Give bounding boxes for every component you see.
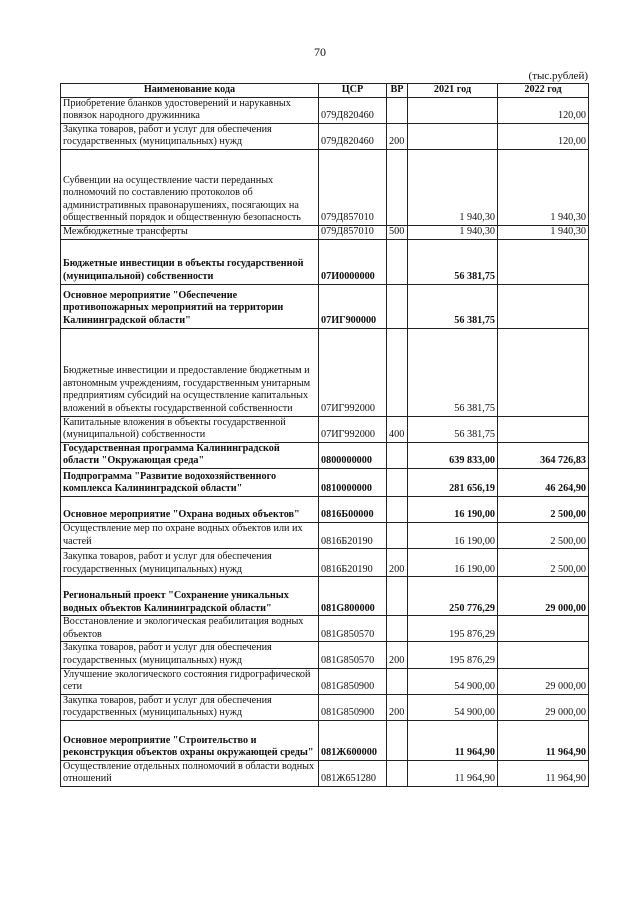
cell-2022: 1 940,30 (498, 225, 589, 239)
cell-2021: 16 190,00 (408, 496, 498, 522)
table-row (61, 416, 589, 442)
cell-csr: 0816Б00000 (319, 496, 387, 522)
table-row (61, 149, 589, 225)
cell-2022: 364 726,83 (498, 442, 589, 468)
cell-vr (387, 239, 408, 284)
cell-2021: 54 900,00 (408, 694, 498, 720)
cell-csr: 079Д820460 (319, 123, 387, 149)
cell-csr: 0816Б20190 (319, 522, 387, 548)
cell-2021: 195 876,29 (408, 616, 498, 642)
cell-2022: 120,00 (498, 123, 589, 149)
table-row (61, 577, 589, 616)
cell-vr (387, 328, 408, 416)
cell-2022: 2 500,00 (498, 549, 589, 577)
cell-vr (387, 668, 408, 694)
cell-name: Бюджетные инвестиции и предоставление бюджетным и автономным учреждениям, государственным унитарным предприятиям субсидий на осуществление капитальных вложений в объекты государственной собственности (61, 328, 319, 416)
cell-2022: 2 500,00 (498, 522, 589, 548)
budget-table (60, 83, 589, 787)
table-row (61, 642, 589, 668)
table-row (61, 468, 589, 496)
cell-vr: 200 (387, 123, 408, 149)
table-row (61, 616, 589, 642)
table-row (61, 760, 589, 786)
cell-csr: 079Д857010 (319, 225, 387, 239)
cell-csr: 079Д820460 (319, 97, 387, 123)
cell-2021: 56 381,75 (408, 284, 498, 328)
header-name: Наименование кода (61, 84, 319, 98)
cell-name: Региональный проект "Сохранение уникальных водных объектов Калининградской области" (61, 577, 319, 616)
cell-2022: 29 000,00 (498, 668, 589, 694)
cell-2022 (498, 642, 589, 668)
cell-2021: 1 940,30 (408, 149, 498, 225)
cell-vr (387, 442, 408, 468)
header-2022: 2022 год (498, 84, 589, 98)
cell-vr (387, 760, 408, 786)
cell-vr (387, 616, 408, 642)
cell-name: Подпрограмма "Развитие водохозяйственного комплекса Калининградской области" (61, 468, 319, 496)
cell-csr: 07ИГ992000 (319, 416, 387, 442)
cell-csr: 081Ж651280 (319, 760, 387, 786)
cell-2022 (498, 239, 589, 284)
units-label: (тыс.рублей) (528, 70, 588, 82)
table-row (61, 328, 589, 416)
cell-csr: 07И0000000 (319, 239, 387, 284)
cell-2022: 1 940,30 (498, 149, 589, 225)
cell-name: Основное мероприятие "Охрана водных объектов" (61, 496, 319, 522)
cell-name: Субвенции на осуществление части переданных полномочий по составлению протоколов об административных правонарушениях, посягающих на общественный порядок и общественную безопасность (61, 149, 319, 225)
cell-name: Основное мероприятие "Обеспечение противопожарных мероприятий на территории Калининградской области" (61, 284, 319, 328)
cell-name: Межбюджетные трансферты (61, 225, 319, 239)
cell-csr: 081G850570 (319, 616, 387, 642)
cell-2021: 11 964,90 (408, 760, 498, 786)
cell-2021: 11 964,90 (408, 720, 498, 760)
cell-csr: 0816Б20190 (319, 549, 387, 577)
table-row (61, 720, 589, 760)
table-row (61, 442, 589, 468)
table-row (61, 668, 589, 694)
table-header-row (61, 84, 589, 98)
cell-csr: 081G850900 (319, 668, 387, 694)
cell-csr: 079Д857010 (319, 149, 387, 225)
cell-csr: 081G800000 (319, 577, 387, 616)
cell-csr: 081G850570 (319, 642, 387, 668)
cell-2021: 56 381,75 (408, 416, 498, 442)
cell-name: Закупка товаров, работ и услуг для обеспечения государственных (муниципальных) нужд (61, 642, 319, 668)
cell-name: Основное мероприятие "Строительство и реконструкция объектов охраны окружающей среды" (61, 720, 319, 760)
cell-2021: 56 381,75 (408, 328, 498, 416)
cell-name: Бюджетные инвестиции в объекты государственной (муниципальной) собственности (61, 239, 319, 284)
table-row (61, 225, 589, 239)
cell-2021: 195 876,29 (408, 642, 498, 668)
header-csr: ЦСР (319, 84, 387, 98)
cell-csr: 0810000000 (319, 468, 387, 496)
cell-2022: 11 964,90 (498, 760, 589, 786)
cell-2022: 120,00 (498, 97, 589, 123)
cell-vr: 400 (387, 416, 408, 442)
cell-name: Закупка товаров, работ и услуг для обеспечения государственных (муниципальных) нужд (61, 549, 319, 577)
cell-2022 (498, 416, 589, 442)
cell-name: Улучшение экологического состояния гидрографической сети (61, 668, 319, 694)
header-2021: 2021 год (408, 84, 498, 98)
table-row (61, 97, 589, 123)
cell-vr (387, 496, 408, 522)
cell-csr: 081Ж600000 (319, 720, 387, 760)
cell-2021: 1 940,30 (408, 225, 498, 239)
table-row (61, 694, 589, 720)
cell-2021 (408, 123, 498, 149)
cell-vr: 200 (387, 694, 408, 720)
cell-csr: 07ИГ992000 (319, 328, 387, 416)
cell-2021: 54 900,00 (408, 668, 498, 694)
cell-name: Закупка товаров, работ и услуг для обеспечения государственных (муниципальных) нужд (61, 123, 319, 149)
cell-2022: 11 964,90 (498, 720, 589, 760)
cell-name: Приобретение бланков удостоверений и нарукавных повязок народного дружинника (61, 97, 319, 123)
cell-2021: 639 833,00 (408, 442, 498, 468)
cell-vr (387, 284, 408, 328)
table-body (61, 97, 589, 786)
header-vr: ВР (387, 84, 408, 98)
page-number: 70 (314, 45, 326, 59)
cell-vr (387, 97, 408, 123)
cell-2022: 46 264,90 (498, 468, 589, 496)
cell-2021: 16 190,00 (408, 549, 498, 577)
table-row (61, 549, 589, 577)
cell-2021: 56 381,75 (408, 239, 498, 284)
cell-2021: 281 656,19 (408, 468, 498, 496)
cell-csr: 081G850900 (319, 694, 387, 720)
cell-name: Восстановление и экологическая реабилитация водных объектов (61, 616, 319, 642)
table-row (61, 522, 589, 548)
cell-name: Государственная программа Калининградской области "Окружающая среда" (61, 442, 319, 468)
cell-2022 (498, 284, 589, 328)
cell-vr: 200 (387, 642, 408, 668)
table-row (61, 496, 589, 522)
cell-name: Осуществление отдельных полномочий в области водных отношений (61, 760, 319, 786)
cell-2021: 250 776,29 (408, 577, 498, 616)
table-row (61, 284, 589, 328)
cell-2022 (498, 328, 589, 416)
cell-vr: 200 (387, 549, 408, 577)
cell-csr: 0800000000 (319, 442, 387, 468)
cell-vr (387, 149, 408, 225)
cell-2022: 29 000,00 (498, 694, 589, 720)
cell-2022 (498, 616, 589, 642)
cell-2022: 29 000,00 (498, 577, 589, 616)
cell-name: Осуществление мер по охране водных объектов или их частей (61, 522, 319, 548)
table-row (61, 123, 589, 149)
cell-vr (387, 720, 408, 760)
cell-name: Закупка товаров, работ и услуг для обеспечения государственных (муниципальных) нужд (61, 694, 319, 720)
cell-vr (387, 468, 408, 496)
cell-name: Капитальные вложения в объекты государственной (муниципальной) собственности (61, 416, 319, 442)
cell-2022: 2 500,00 (498, 496, 589, 522)
cell-vr: 500 (387, 225, 408, 239)
cell-2021: 16 190,00 (408, 522, 498, 548)
cell-2021 (408, 97, 498, 123)
table-row (61, 239, 589, 284)
cell-vr (387, 577, 408, 616)
cell-vr (387, 522, 408, 548)
cell-csr: 07ИГ900000 (319, 284, 387, 328)
